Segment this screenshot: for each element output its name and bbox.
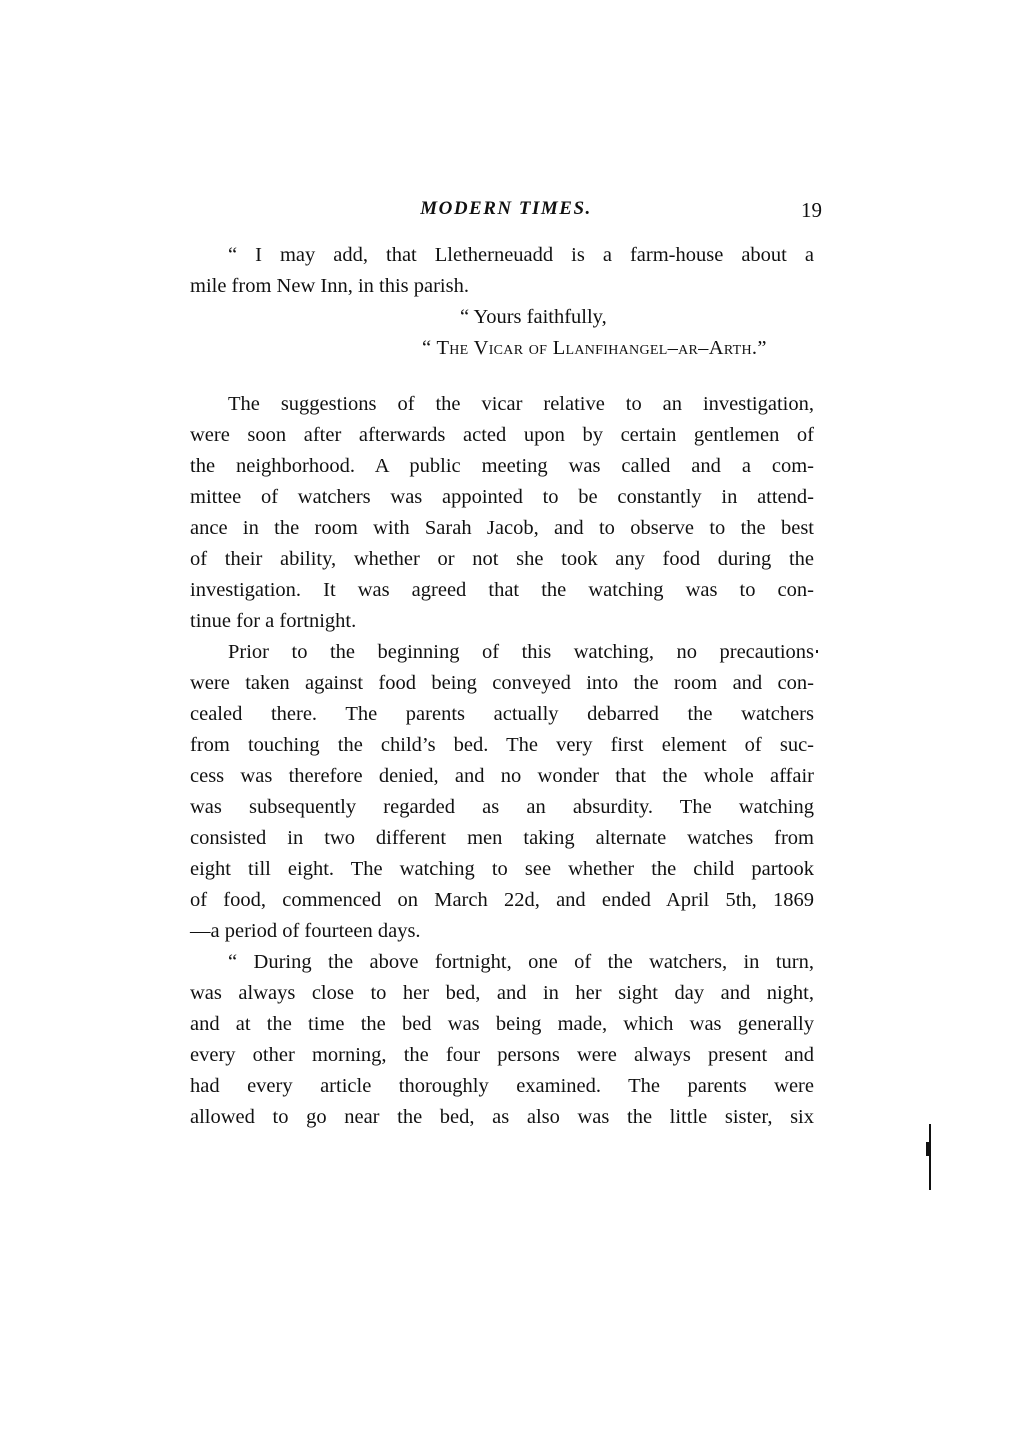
paragraph [190, 947, 814, 1133]
text-line: allowed to go near the bed, as also was the little sister, six [190, 1106, 814, 1128]
text-line: cealed there. The parents actually debarred the watchers [190, 703, 814, 725]
text-line: was always close to her bed, and in her sight day and night, [190, 982, 814, 1004]
letter-closing: “ Yours faithfully, [460, 306, 607, 328]
page-number: 19 [801, 198, 822, 222]
scan-speck [816, 650, 818, 653]
text-line: investigation. It was agreed that the watching was to con- [190, 579, 814, 601]
text-line: every other morning, the four persons were always present and [190, 1044, 814, 1066]
text-line: mile from New Inn, in this parish. [190, 275, 469, 297]
scan-mark [929, 1124, 931, 1190]
text-line: tinue for a fortnight. [190, 610, 357, 632]
text-line: consisted in two different men taking alternate watches from [190, 827, 814, 849]
text-line: Prior to the beginning of this watching, no precautions [228, 641, 814, 663]
text-line: The suggestions of the vicar relative to an investigation, [228, 393, 814, 415]
paragraph [190, 389, 814, 637]
text-line: eight till eight. The watching to see whether the child partook [190, 858, 814, 880]
text-line: and at the time the bed was being made, which was generally [190, 1013, 814, 1035]
paragraph [190, 637, 814, 947]
text-line: ance in the room with Sarah Jacob, and to observe to the best [190, 517, 814, 539]
running-title: MODERN TIMES. [420, 198, 592, 219]
letter-signature: “ The Vicar of Llanfihangel–ar–Arth.” [422, 337, 767, 359]
text-line: —a period of fourteen days. [190, 920, 421, 942]
text-line: had every article thoroughly examined. The parents were [190, 1075, 814, 1097]
text-line: “ I may add, that Lletherneuadd is a farm-house about a [228, 244, 814, 266]
text-line: from touching the child’s bed. The very first element of suc- [190, 734, 814, 756]
letter-excerpt [190, 240, 814, 364]
scan-mark [926, 1142, 930, 1156]
text-line: cess was therefore denied, and no wonder that the whole affair [190, 765, 814, 787]
text-line: were soon after afterwards acted upon by certain gentlemen of [190, 424, 814, 446]
text-line: of food, commenced on March 22d, and ended April 5th, 1869 [190, 889, 814, 911]
text-line: were taken against food being conveyed into the room and con- [190, 672, 814, 694]
text-line: of their ability, whether or not she took any food during the [190, 548, 814, 570]
body-text [190, 240, 814, 1133]
text-line: the neighborhood. A public meeting was called and a com- [190, 455, 814, 477]
text-line: mittee of watchers was appointed to be constantly in attend- [190, 486, 814, 508]
text-line: “ During the above fortnight, one of the watchers, in turn, [228, 951, 814, 973]
running-head [190, 198, 822, 228]
text-line: was subsequently regarded as an absurdity. The watching [190, 796, 814, 818]
